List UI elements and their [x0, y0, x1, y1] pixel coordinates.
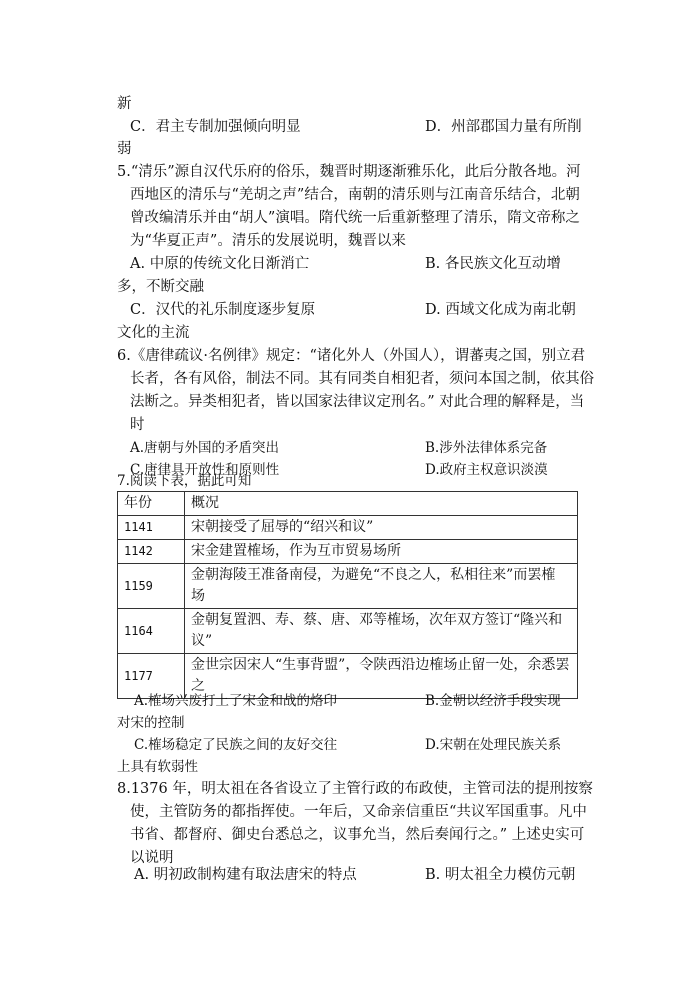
q7-table [117, 491, 578, 699]
q5-option-a: A. 中原的传统文化日渐消亡 [130, 256, 310, 272]
table-cell-line: 议” [191, 633, 213, 649]
table-cell-line: 之 [191, 678, 205, 694]
q7-option-b-continuation: 对宋的控制 [117, 715, 185, 731]
q6-stem-line-4: 时 [130, 417, 145, 433]
q5-stem-line-1: 5.“清乐”源自汉代乐府的俗乐，魏晋时期逐渐雅乐化，此后分散各地。河 [117, 164, 581, 180]
table-cell-line: 宋朝接受了屈辱的“绍兴和议” [191, 519, 374, 535]
q7-stem: 7.阅读下表，据此可知 [117, 473, 252, 489]
q5-stem-line-3: 曾改编清乐并由“胡人”演唱。隋代统一后重新整理了清乐，隋文帝称之 [130, 210, 580, 226]
q7-option-a: A.榷场兴废打上了宋金和战的烙印 [134, 693, 338, 709]
q4-option-c: C．君主专制加强倾向明显 [130, 119, 301, 135]
q8-stem-line-3: 书省、都督府、御史台悉总之，议事允当，然后奏闻行之。” 上述史实可 [130, 827, 585, 843]
table-header-year: 年份 [118, 492, 185, 516]
table-cell-year: 1141 [118, 516, 185, 540]
q4-b-continuation: 新 [117, 96, 132, 112]
q4-option-d: D．州部郡国力量有所削 [425, 119, 582, 135]
q5-option-b: B. 各民族文化互动增 [425, 256, 561, 272]
q7-option-b: B.金朝以经济手段实现 [425, 693, 561, 709]
table-cell-summary [185, 516, 578, 540]
table-cell-year: 1142 [118, 540, 185, 564]
table-row [118, 564, 578, 609]
table-cell-line: 金朝海陵王准备南侵，为避免“不良之人，私相往来”而罢榷 [191, 567, 556, 583]
q6-stem-line-3: 法断之。异类相犯者，皆以国家法律议定刑名。” 对此合理的解释是，当 [130, 394, 585, 410]
q6-stem-line-1: 6.《唐律疏议·名例律》规定：“诸化外人（外国人），谓蕃夷之国，别立君 [117, 348, 586, 364]
q6-stem-line-2: 长者，各有风俗，制法不同。其有同类自相犯者，须问本国之制，依其俗 [130, 371, 594, 387]
q4-option-d-continuation: 弱 [117, 141, 132, 157]
q5-stem-line-4: 为“华夏正声”。清乐的发展说明，魏晋以来 [130, 233, 406, 249]
q7-option-d: D.宋朝在处理民族关系 [425, 737, 562, 753]
table-header-row [118, 492, 578, 516]
table-cell-summary [185, 540, 578, 564]
table-cell-year: 1159 [118, 564, 185, 609]
q6-option-c: C.唐律具开放性和原则性 [130, 462, 280, 478]
table-cell-line: 金朝复置泗、寿、蔡、唐、邓等榷场，次年双方签订“隆兴和 [191, 612, 563, 628]
table-cell-line: 金世宗因宋人“生事背盟”，令陕西沿边榷场止留一处，余悉罢 [191, 657, 570, 673]
q5-option-d: D. 西域文化成为南北朝 [425, 302, 576, 318]
q8-stem-line-4: 以说明 [130, 850, 174, 866]
q8-option-b: B. 明太祖全力模仿元朝 [425, 867, 576, 883]
q5-option-d-continuation: 文化的主流 [117, 325, 190, 341]
table-cell-summary [185, 609, 578, 654]
q8-stem-line-2: 使，主管防务的都指挥使。一年后，又命亲信重臣“共议军国重事。凡中 [130, 804, 587, 820]
table-row [118, 516, 578, 540]
q8-stem-line-1: 8.1376 年，明太祖在各省设立了主管行政的布政使，主管司法的提刑按察 [117, 781, 593, 797]
table-row [118, 609, 578, 654]
q6-option-d: D.政府主权意识淡漠 [425, 462, 548, 478]
table-cell-line: 场 [191, 588, 205, 604]
q5-stem-line-2: 西地区的清乐与“羌胡之声”结合，南朝的清乐则与江南音乐结合，北朝 [130, 187, 580, 203]
q6-option-a: A.唐朝与外国的矛盾突出 [130, 440, 280, 456]
q7-option-c: C.榷场稳定了民族之间的友好交往 [134, 737, 338, 753]
q5-option-b-continuation: 多，不断交融 [117, 279, 204, 295]
q8-option-a: A. 明初政制构建有取法唐宋的特点 [134, 867, 357, 883]
table-cell-line: 宋金建置榷场，作为互市贸易场所 [191, 543, 401, 559]
q6-option-b: B.涉外法律体系完备 [425, 440, 548, 456]
table-row [118, 540, 578, 564]
table-cell-summary [185, 564, 578, 609]
table-header-summary: 概况 [185, 492, 578, 516]
table-cell-year: 1164 [118, 609, 185, 654]
table-cell-year: 1177 [118, 654, 185, 699]
q7-option-d-continuation: 上具有软弱性 [117, 759, 198, 775]
q5-option-c: C．汉代的礼乐制度逐步复原 [130, 302, 316, 318]
